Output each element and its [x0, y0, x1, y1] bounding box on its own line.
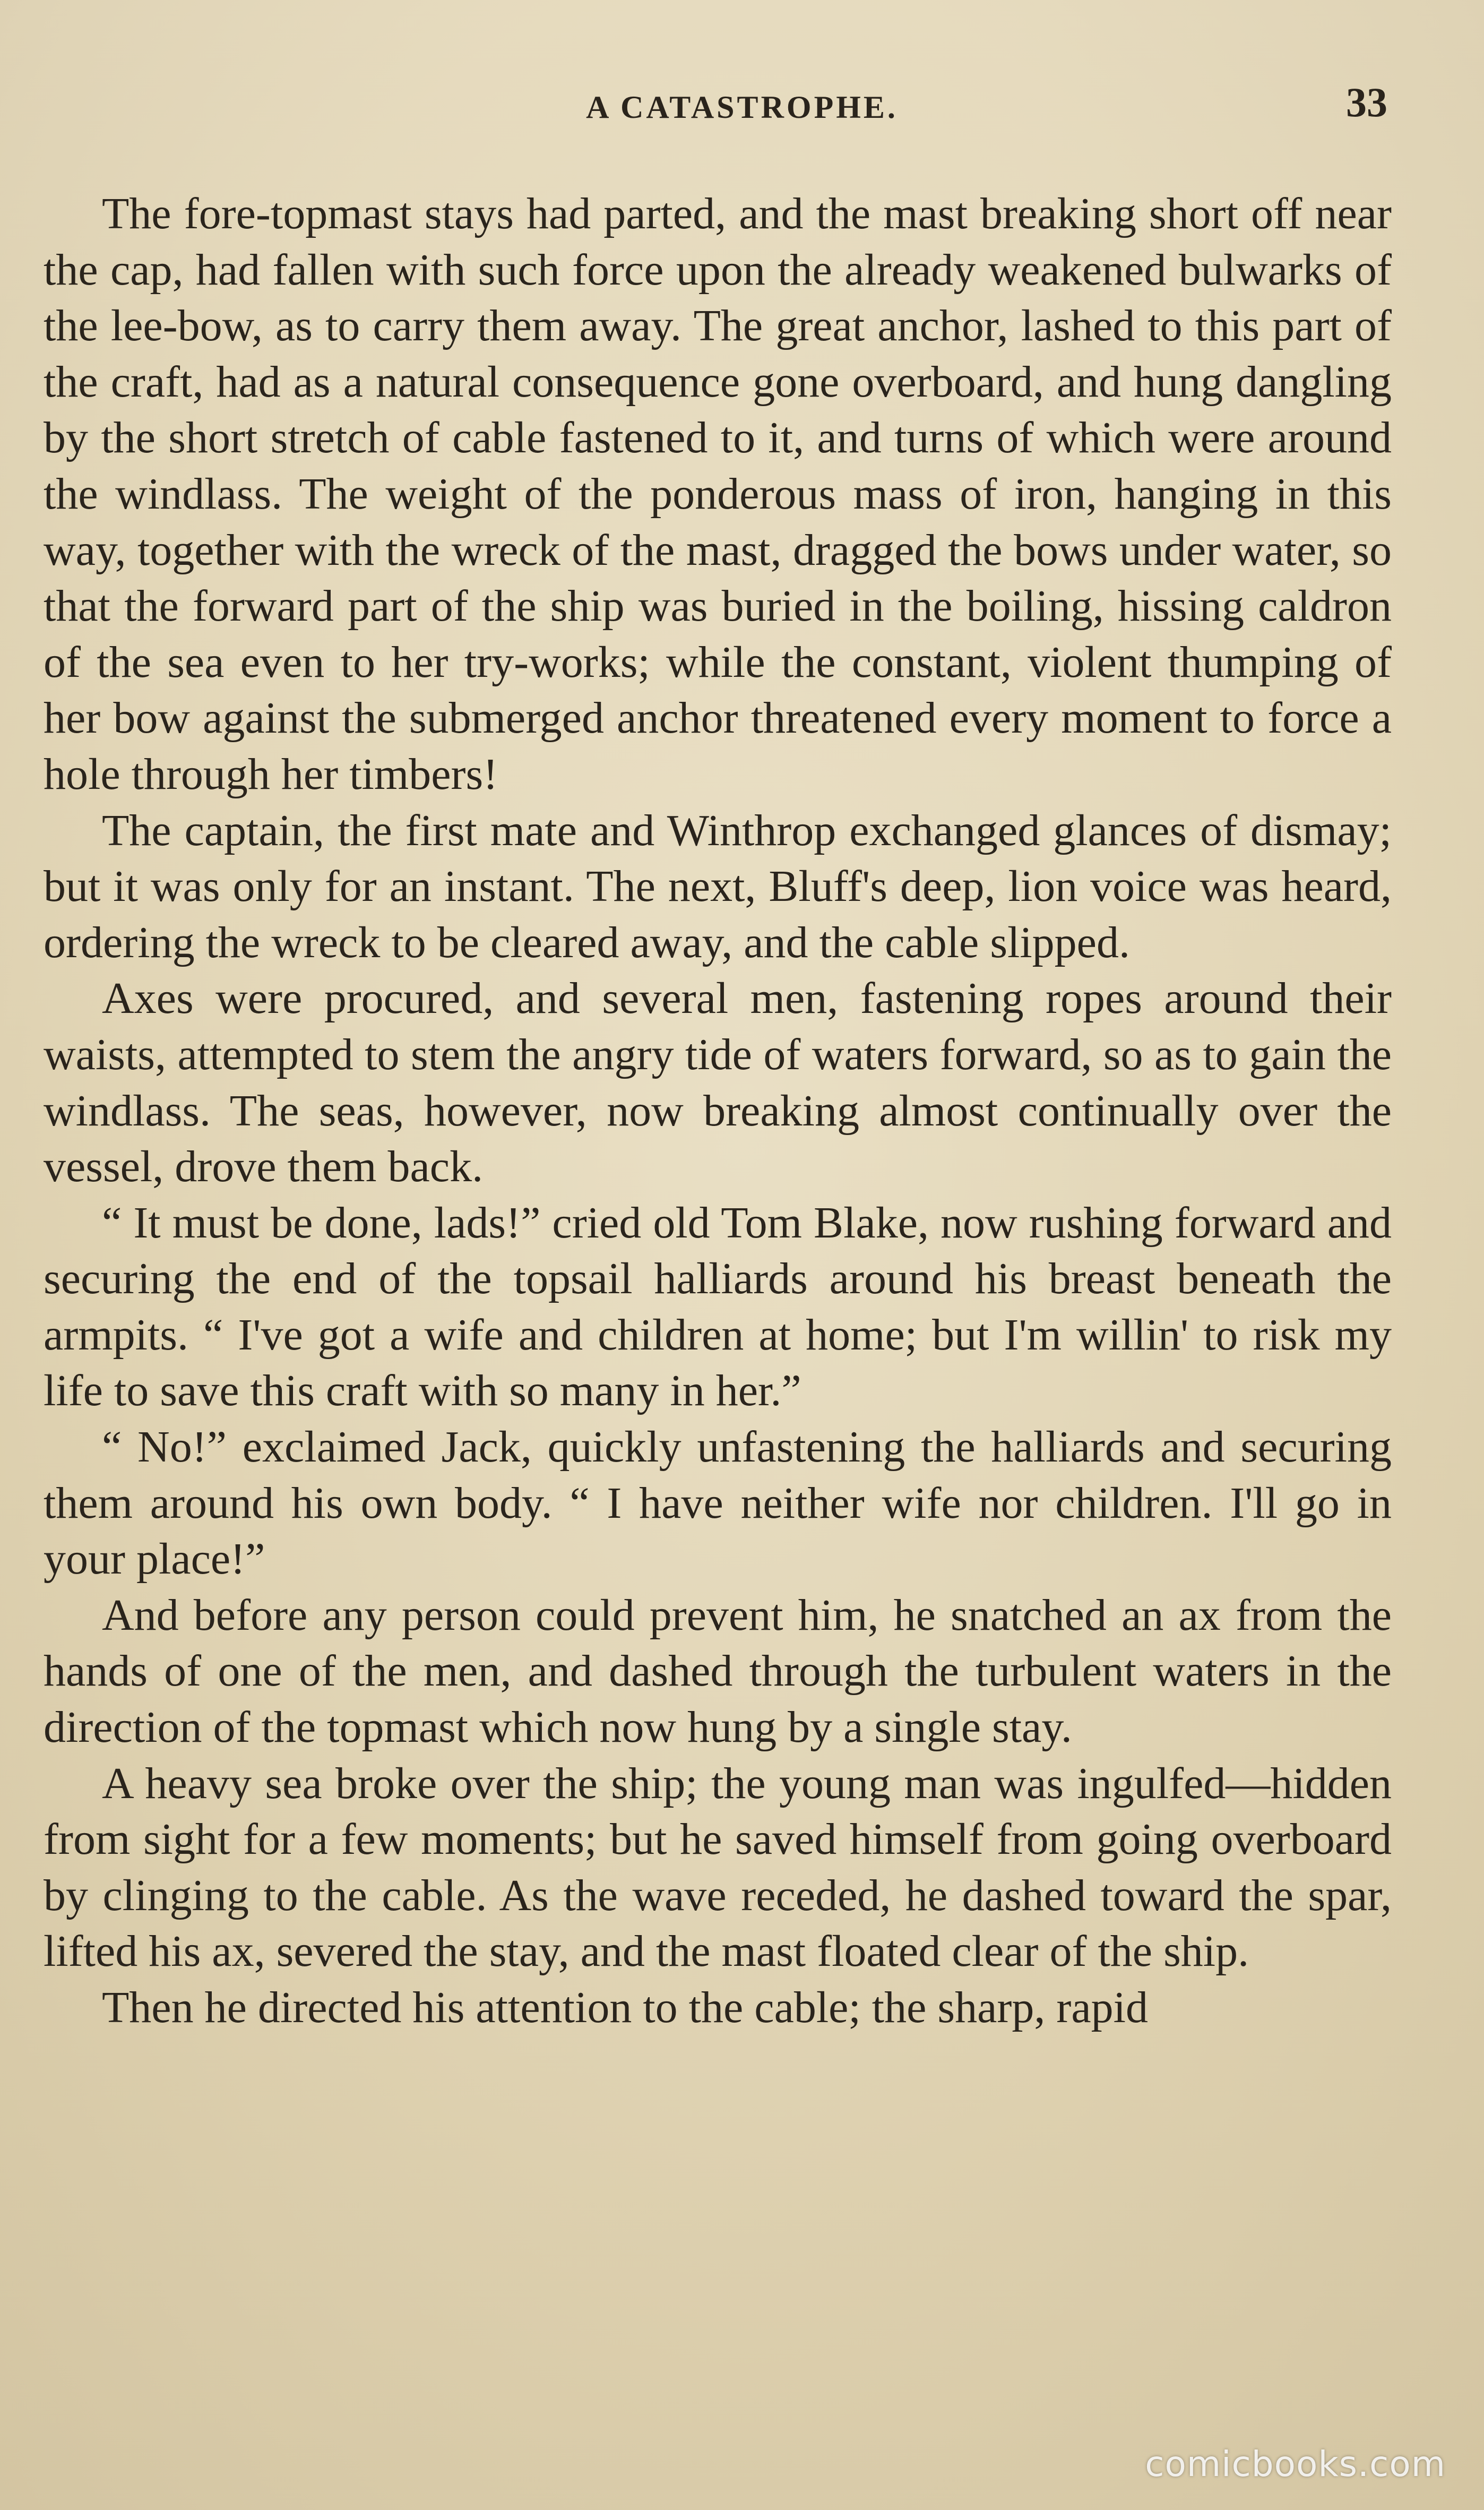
paragraph: And before any person could prevent him, he snatched an ax from the hands of one of the men, and dashed through the turbulent waters in the direction of the topmast which now hung by a single stay.: [44, 1590, 1392, 1752]
watermark: comicbooks.com: [1145, 2444, 1446, 2485]
paragraph: The fore-topmast stays had parted, and the mast breaking short off near the cap, had fallen with such force upon the already weakened bulwarks of the lee-bow, as to carry them away. The great anchor, lashed to this part of the craft, had as a natural consequence gone overboard, and hung dangling by the short stretch of cable fastened to it, and turns of which were around the windlass. The weight of the ponderous mass of iron, hanging in this way, together with the wreck of the mast, dragged the bows under water, so that the forward part of the ship was buried in the boiling, hissing caldron of the sea even to her try-works; while the constant, violent thumping of her bow against the submerged anchor threatened every moment to force a hole through her timbers!: [44, 189, 1392, 799]
paragraph: The captain, the first mate and Winthrop exchanged glances of dismay; but it was only for an instant. The next, Bluff's deep, lion voice was heard, ordering the wreck to be cleared away, and the cable slipped.: [44, 805, 1392, 967]
page-number: 33: [1346, 79, 1387, 125]
paragraph: “ No!” exclaimed Jack, quickly unfastening the halliards and securing them around his own body. “ I have neither wife nor children. I'll go in your place!”: [44, 1422, 1392, 1584]
paragraph: “ It must be done, lads!” cried old Tom Blake, now rushing forward and securing the end of the topsail halliards around his breast beneath the armpits. “ I've got a wife and children at home; but I'm willin' to risk my life to save this craft with so many in her.”: [44, 1198, 1392, 1416]
running-title: A CATASTROPHE.: [586, 90, 898, 125]
body-text: [44, 186, 1392, 2036]
paragraph: Then he directed his attention to the cable; the sharp, rapid: [102, 1983, 1148, 2032]
paragraph: A heavy sea broke over the ship; the young man was ingulfed—hidden from sight for a few moments; but he saved himself from going overboard by clinging to the cable. As the wave receded, he dashed toward the spar, lifted his ax, severed the stay, and the mast floated clear of the ship.: [44, 1758, 1392, 1976]
paragraph: Axes were procured, and several men, fastening ropes around their waists, attempted to stem the angry tide of waters forward, so as to gain the windlass. The seas, however, now breaking almost continually over the vessel, drove them back.: [44, 974, 1392, 1192]
running-head: [0, 79, 1484, 137]
